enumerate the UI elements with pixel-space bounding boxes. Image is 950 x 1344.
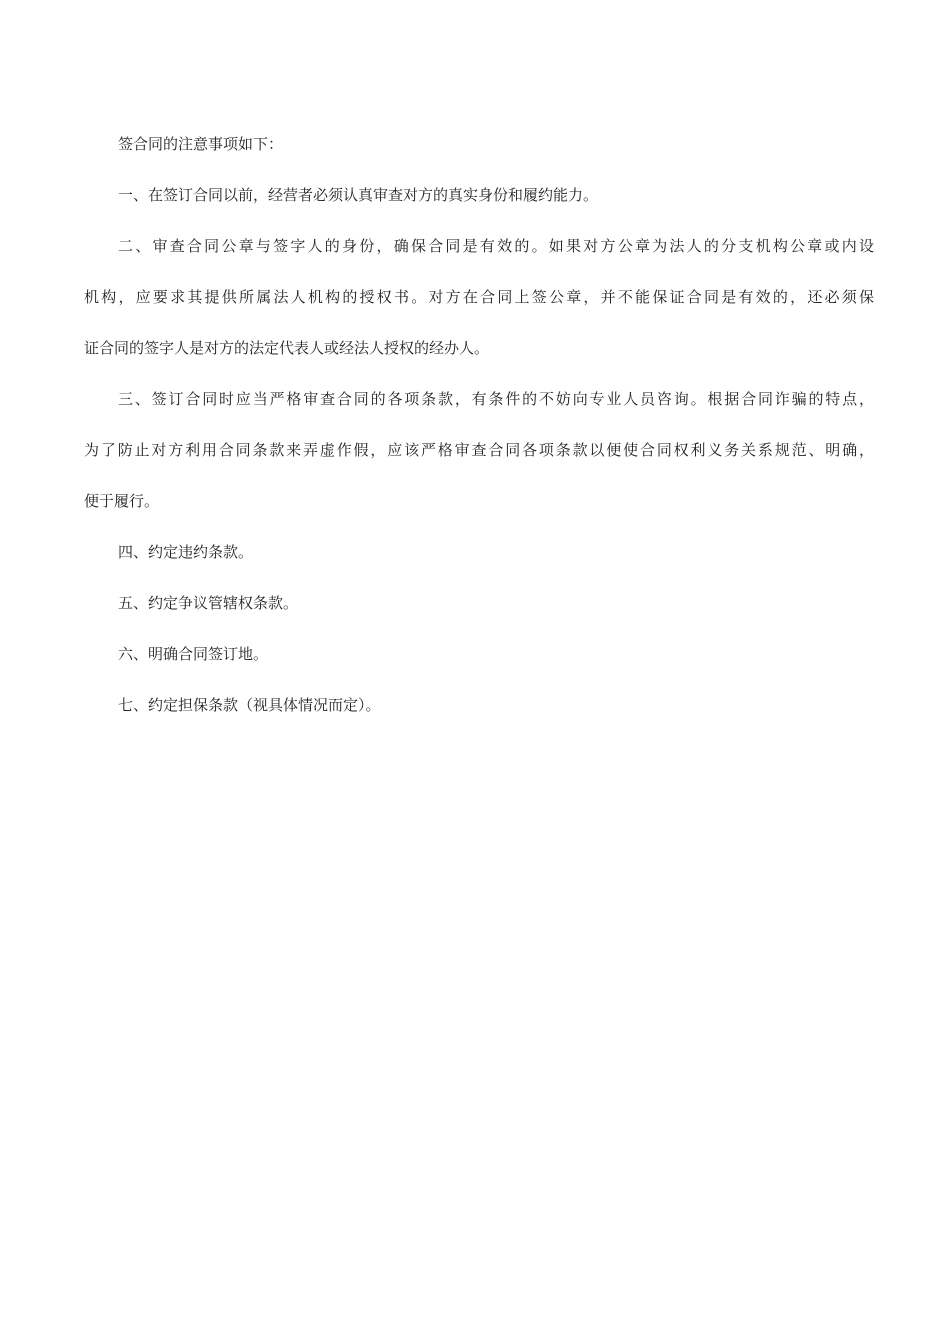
item-1-paragraph — [84, 183, 874, 208]
item-7-line-1: 七、约定担保条款（视具体情况而定）。 — [118, 696, 381, 714]
item-5-paragraph — [84, 591, 874, 616]
item-3-line-2: 为了防止对方利用合同条款来弄虚作假，应该严格审查合同各项条款以便使合同权利义务关系规范、明确， — [84, 441, 874, 459]
document-body — [84, 132, 874, 744]
item-7-paragraph — [84, 693, 874, 718]
item-3-paragraph — [84, 387, 874, 514]
item-6-line-1: 六、明确合同签订地。 — [118, 645, 269, 663]
item-2-paragraph — [84, 234, 874, 361]
item-1-line-1: 一、在签订合同以前，经营者必须认真审查对方的真实身份和履约能力。 — [118, 186, 599, 204]
intro-line: 签合同的注意事项如下： — [118, 135, 284, 153]
item-3-line-1: 三、签订合同时应当严格审查合同的各项条款，有条件的不妨向专业人员咨询。根据合同诈骗的特点， — [118, 390, 874, 408]
item-2-line-2: 机构，应要求其提供所属法人机构的授权书。对方在合同上签公章，并不能保证合同是有效的，还必须保 — [84, 288, 874, 306]
item-2-line-1: 二、审查合同公章与签字人的身份，确保合同是有效的。如果对方公章为法人的分支机构公章或内设 — [118, 237, 874, 255]
item-5-line-1: 五、约定争议管辖权条款。 — [118, 594, 299, 612]
item-4-paragraph — [84, 540, 874, 565]
intro-paragraph — [84, 132, 874, 157]
item-2-line-3: 证合同的签字人是对方的法定代表人或经法人授权的经办人。 — [84, 339, 490, 357]
item-3-line-3: 便于履行。 — [84, 492, 160, 510]
item-4-line-1: 四、约定违约条款。 — [118, 543, 254, 561]
item-6-paragraph — [84, 642, 874, 667]
